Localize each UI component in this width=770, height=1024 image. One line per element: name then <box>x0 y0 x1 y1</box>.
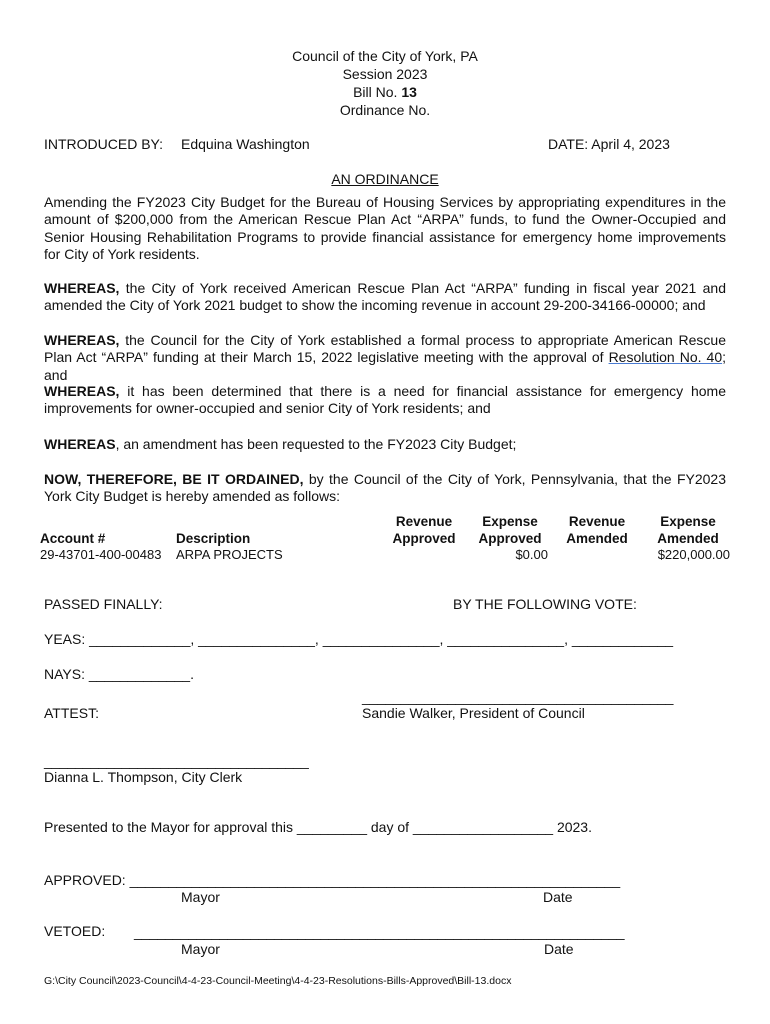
vetoed-mayor-label: Mayor <box>181 941 220 957</box>
clerk-signature-line: __________________________________ <box>44 753 309 769</box>
vetoed-date-label: Date <box>544 941 574 957</box>
whereas-tail: ; and <box>44 349 727 383</box>
ordained-clause <box>44 471 726 506</box>
whereas-clause-4 <box>44 436 726 453</box>
header-revenue-approved <box>385 513 463 547</box>
header-line: Amended <box>657 531 719 546</box>
header-line: Expense <box>482 514 538 529</box>
whereas-text: the Council for the City of York established a formal process to appropriate American Rescue Plan Act “ARPA” funding at their March 15, 2022 legislative meeting with the approval of <box>44 332 726 366</box>
summary-paragraph: Amending the FY2023 City Budget for the Bureau of Housing Services by appropriating expenditures in the amount of $200,000 from the American Rescue Plan Act “ARPA” funds, to fund the Owner-Occupied and Senior Housing Rehabilitation Programs to provide financial assistance for emergency home improvements for City of York residents. <box>44 194 726 262</box>
approved-date-label: Date <box>543 889 573 905</box>
bill-number-heading <box>0 83 770 101</box>
whereas-lead: WHEREAS, <box>44 332 120 348</box>
cell-account: 29-43701-400-00483 <box>40 547 162 562</box>
header-line: Revenue <box>395 514 453 529</box>
approved-line: APPROVED: _______________________________________________________________ <box>44 872 621 888</box>
whereas-lead: WHEREAS <box>44 436 116 452</box>
ordinance-title: AN ORDINANCE <box>331 171 439 187</box>
passed-finally-label: PASSED FINALLY: <box>44 596 163 612</box>
president-signature-line: ________________________________________ <box>362 689 674 705</box>
date-line: DATE: April 4, 2023 <box>548 136 670 152</box>
vetoed-signature-line: _______________________________________________________________ <box>134 924 625 940</box>
whereas-lead: WHEREAS, <box>44 280 120 296</box>
clerk-name: Dianna L. Thompson, City Clerk <box>44 769 243 785</box>
cell-expense-approved: $0.00 <box>515 547 548 562</box>
header-revenue-amended <box>558 513 636 547</box>
bill-number: 13 <box>401 84 417 100</box>
ordained-lead: NOW, THEREFORE, BE IT ORDAINED, <box>44 471 304 487</box>
nays-line: NAYS: _____________. <box>44 666 194 682</box>
whereas-text: , an amendment has been requested to the FY2023 City Budget; <box>115 436 517 452</box>
introduced-by-label: INTRODUCED BY: <box>44 136 164 152</box>
header-line: Expense <box>660 514 716 529</box>
yeas-line: YEAS: _____________, _______________, _______________, _______________, _____________ <box>44 631 674 647</box>
presented-to-mayor-line: Presented to the Mayor for approval this _________ day of __________________ 2023. <box>44 819 592 835</box>
header-line: Revenue <box>568 514 626 529</box>
council-heading: Council of the City of York, PA <box>292 48 478 64</box>
president-name: Sandie Walker, President of Council <box>362 705 585 721</box>
header-expense-approved <box>471 513 549 547</box>
whereas-text: it has been determined that there is a need for financial assistance for emergency home improvements for owner-occupied and senior City of York residents; and <box>44 383 726 417</box>
file-path-footer: G:\City Council\2023-Council\4-4-23-Council-Meeting\4-4-23-Resolutions-Bills-Approved\Bill-13.docx <box>44 975 512 987</box>
whereas-lead: WHEREAS, <box>44 383 120 399</box>
cell-expense-amended: $220,000.00 <box>657 547 730 562</box>
whereas-clause-3 <box>44 383 726 418</box>
approved-mayor-label: Mayor <box>181 889 220 905</box>
vetoed-label: VETOED: <box>44 923 106 939</box>
header-line: Approved <box>392 531 456 546</box>
ordinance-number-heading: Ordinance No. <box>339 102 431 118</box>
by-following-vote-label: BY THE FOLLOWING VOTE: <box>453 596 637 612</box>
attest-label: ATTEST: <box>44 705 99 721</box>
introduced-by-name: Edquina Washington <box>181 136 310 152</box>
resolution-link[interactable]: Resolution No. 40 <box>608 349 723 366</box>
header-line: Amended <box>566 531 628 546</box>
bill-prefix: Bill No. <box>353 84 402 100</box>
header-account: Account # <box>40 531 106 546</box>
cell-description: ARPA PROJECTS <box>176 547 283 562</box>
whereas-text: the City of York received American Rescue Plan Act “ARPA” funding in fiscal year 2021 and amended the City of York 2021 budget to show the incoming revenue in account 29-200-34166-00000; and <box>44 280 726 314</box>
whereas-clause-1 <box>44 280 726 315</box>
header-description: Description <box>176 531 251 546</box>
header-line: Approved <box>478 531 542 546</box>
whereas-clause-2 <box>44 332 726 384</box>
ordained-text: by the Council of the City of York, Pennsylvania, that the FY2023 York City Budget is hereby amended as follows: <box>44 471 726 505</box>
session-heading: Session 2023 <box>342 66 428 82</box>
header-expense-amended <box>648 513 728 547</box>
